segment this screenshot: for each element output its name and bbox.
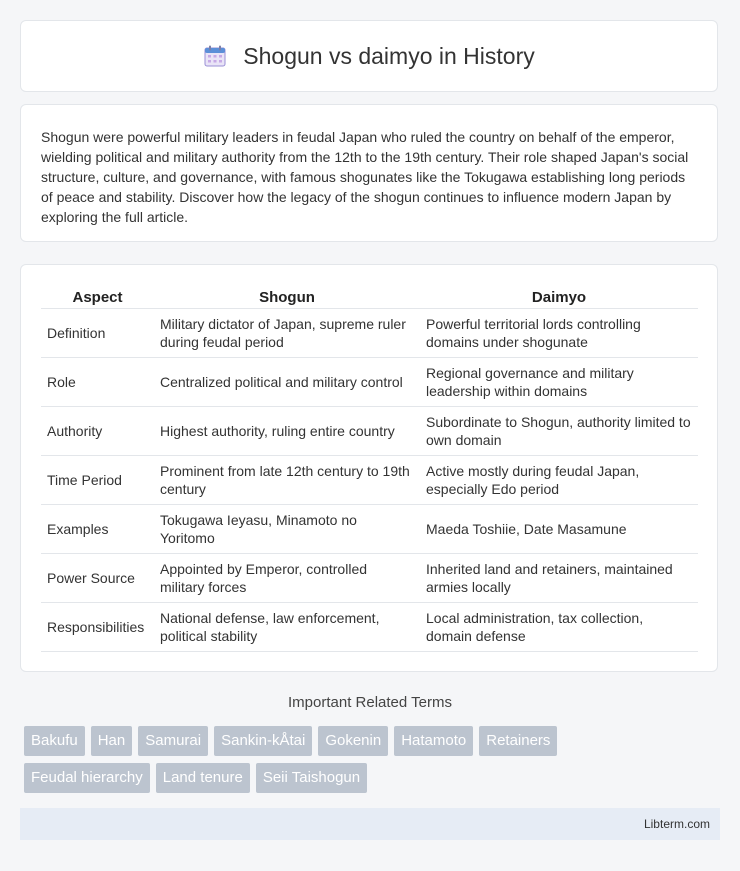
row-daimyo: Local administration, tax collection, domain defense xyxy=(420,603,698,652)
table-row xyxy=(41,358,698,407)
row-shogun: Military dictator of Japan, supreme ruler during feudal period xyxy=(154,309,420,358)
footer-site[interactable]: Libterm.com xyxy=(643,817,710,831)
row-daimyo: Subordinate to Shogun, authority limited to own domain xyxy=(420,407,698,456)
row-shogun: Appointed by Emperor, controlled military forces xyxy=(154,554,420,603)
tag-land-tenure[interactable]: Land tenure xyxy=(156,763,250,793)
row-aspect: Authority xyxy=(41,407,154,456)
row-daimyo: Powerful territorial lords controlling domains under shogunate xyxy=(420,309,698,358)
comparison-table xyxy=(41,285,698,652)
table-header-row xyxy=(41,285,698,309)
title-card xyxy=(20,20,718,92)
tag-retainers[interactable]: Retainers xyxy=(479,726,557,756)
row-daimyo: Regional governance and military leadership within domains xyxy=(420,358,698,407)
row-shogun: Prominent from late 12th century to 19th century xyxy=(154,456,420,505)
row-daimyo: Inherited land and retainers, maintained armies locally xyxy=(420,554,698,603)
tag-feudal-hierarchy[interactable]: Feudal hierarchy xyxy=(24,763,150,793)
row-aspect: Examples xyxy=(41,505,154,554)
comparison-card xyxy=(20,264,718,672)
calendar-icon xyxy=(203,44,227,68)
intro-card xyxy=(20,104,718,242)
row-shogun: Tokugawa Ieyasu, Minamoto no Yoritomo xyxy=(154,505,420,554)
header-shogun: Shogun xyxy=(154,285,420,309)
tag-han[interactable]: Han xyxy=(91,726,133,756)
row-daimyo: Maeda Toshiie, Date Masamune xyxy=(420,505,698,554)
row-aspect: Definition xyxy=(41,309,154,358)
related-terms-list xyxy=(24,726,714,800)
tag-gokenin[interactable]: Gokenin xyxy=(318,726,388,756)
table-row xyxy=(41,309,698,358)
related-terms-title: Important Related Terms xyxy=(288,694,452,711)
row-aspect: Role xyxy=(41,358,154,407)
row-shogun: Centralized political and military control xyxy=(154,358,420,407)
row-aspect: Time Period xyxy=(41,456,154,505)
tag-bakufu[interactable]: Bakufu xyxy=(24,726,85,756)
table-row xyxy=(41,505,698,554)
table-row xyxy=(41,603,698,652)
intro-text: Shogun were powerful military leaders in feudal Japan who ruled the country on behalf of the emperor, wielding political and military authority from the 12th to the 19th century. Their role shaped Japan's social structure, culture, and governance, with famous shogunates like the Tokugawa establishing long periods of peace and stability. Discover how the legacy of the shogun continues to influence modern Japan by exploring the full article. xyxy=(41,129,689,225)
table-row xyxy=(41,456,698,505)
table-row xyxy=(41,554,698,603)
tag-samurai[interactable]: Samurai xyxy=(138,726,208,756)
row-shogun: Highest authority, ruling entire country xyxy=(154,407,420,456)
tag-sankin-kotai[interactable]: Sankin-kÅtai xyxy=(214,726,312,756)
header-daimyo: Daimyo xyxy=(420,285,698,309)
tag-seii-taishogun[interactable]: Seii Taishogun xyxy=(256,763,367,793)
page-title: Shogun vs daimyo in History xyxy=(243,42,535,69)
row-aspect: Responsibilities xyxy=(41,603,154,652)
row-aspect: Power Source xyxy=(41,554,154,603)
header-aspect: Aspect xyxy=(41,285,154,309)
tag-hatamoto[interactable]: Hatamoto xyxy=(394,726,473,756)
row-shogun: National defense, law enforcement, political stability xyxy=(154,603,420,652)
table-row xyxy=(41,407,698,456)
footer xyxy=(20,808,720,840)
row-daimyo: Active mostly during feudal Japan, especially Edo period xyxy=(420,456,698,505)
